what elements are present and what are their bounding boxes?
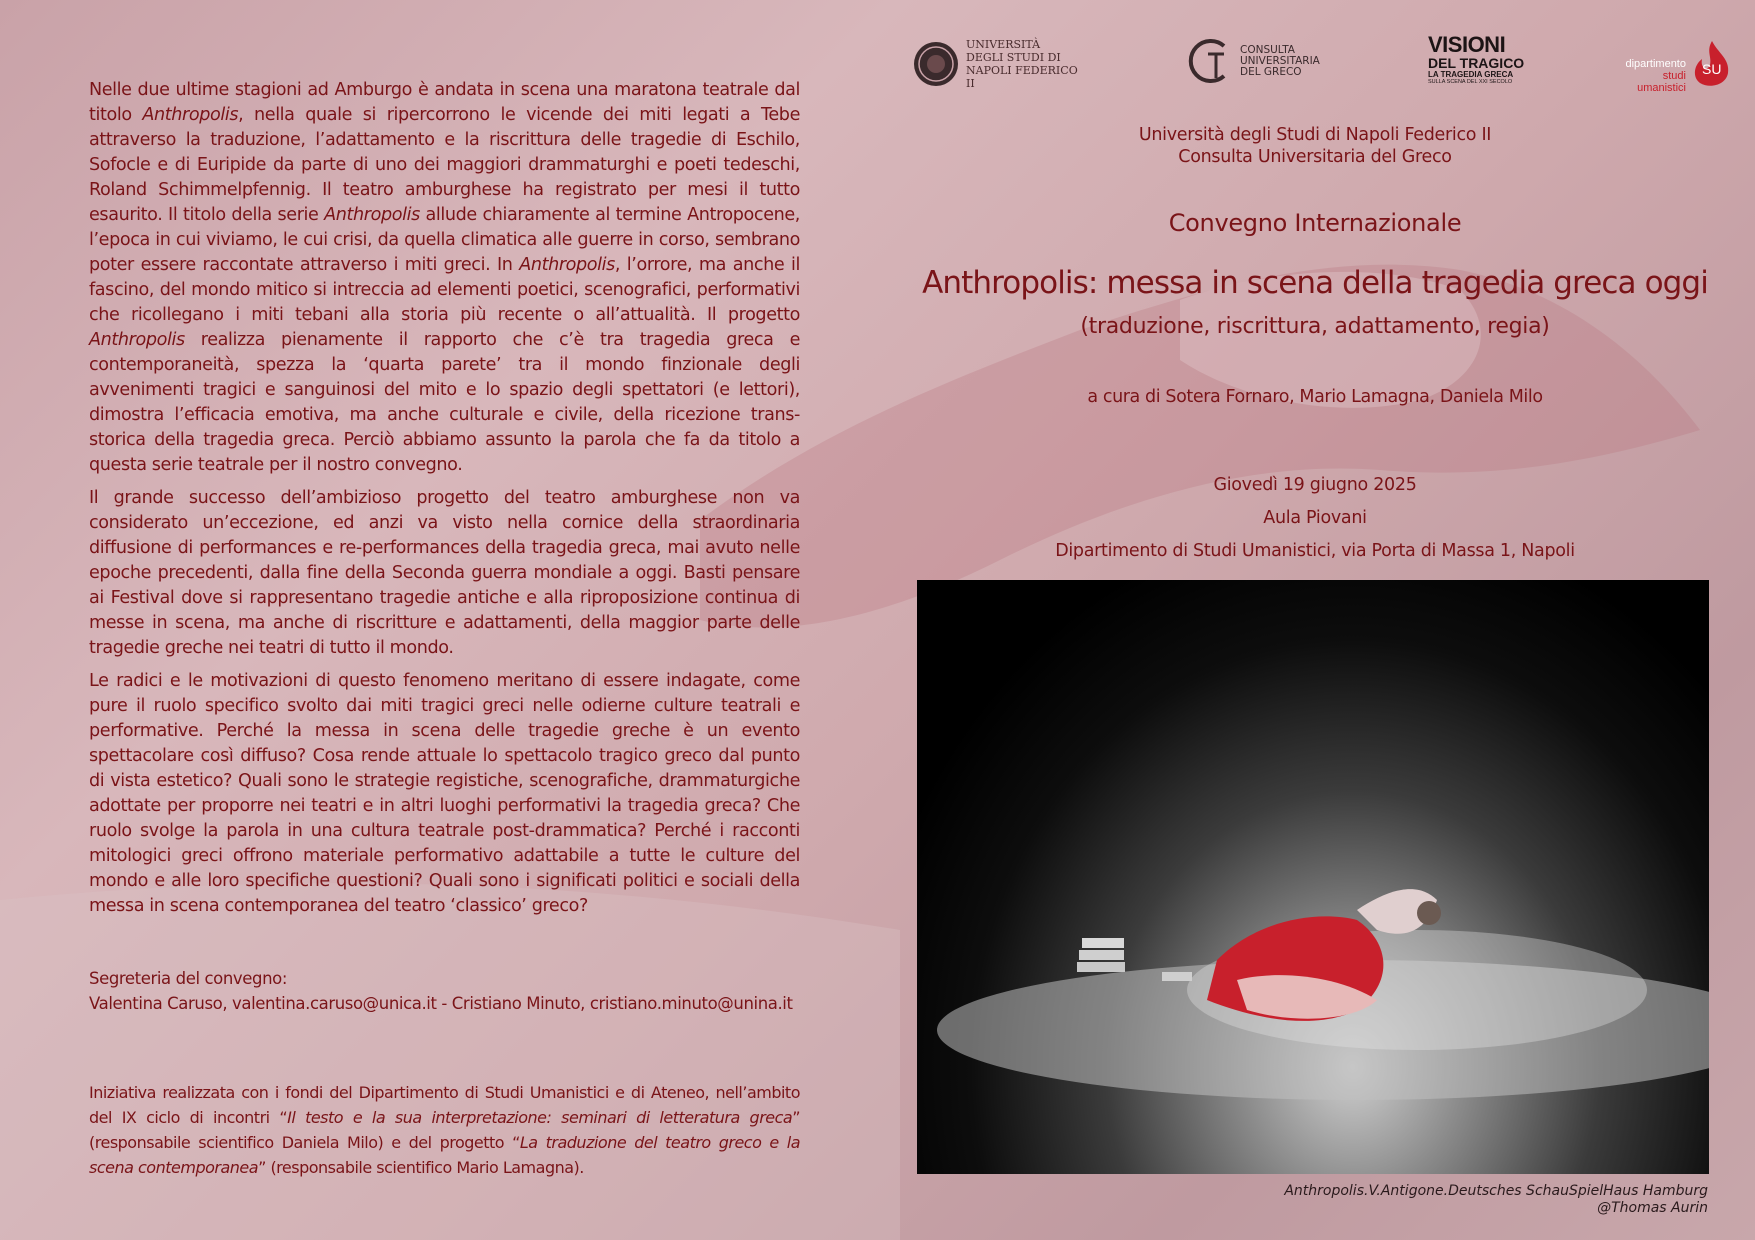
photo-caption-line-2: @Thomas Aurin — [1597, 1200, 1708, 1216]
paragraph-1-text-e: realizza pienamente il rapporto che c’è tra tragedia greca e contemporaneità, spezza la ‘quarta parete’ tra il mondo finzionale degli avvenimenti tragici e sanguinosi del mito e lo spazio degli spettatori (e lettori), dimostra l’efficacia emotiva, ma anche culturale e civile, della ricezione trans-storica della tragedia greca. Perciò abbiamo assunto la parola che fa da titolo a questa serie teatrale per il nostro convegno. — [89, 330, 800, 475]
visioni-title: VISIONI — [1428, 32, 1506, 57]
institution-line-1: Università degli Studi di Napoli Federico II — [1138, 125, 1492, 145]
paragraph-1-text-b: , nella quale si ripercorrono le vicende dei miti legati a Tebe attraverso la traduzione, l’adattamento e la riscrittura delle tragedie di Eschilo, Sofocle e di Euripide da parte di uno dei maggiori drammaturghi e poeti tedeschi, Roland Schimmelpfennig. Il teatro amburghese ha registrato per mesi il tutto esaurito. Il titolo della serie — [89, 105, 800, 225]
photo-caption — [1284, 1183, 1708, 1217]
funding-note-text-a: Iniziativa realizzata con i fondi del Dipartimento di Studi Umanistici e di Ateneo, nell’ambito del IX ciclo di incontri “ — [89, 1083, 800, 1127]
funding-note-cycle: Il testo e la sua interpretazione: seminari di letteratura greca — [287, 1108, 793, 1127]
logo-row — [912, 34, 1732, 94]
stage-photo — [917, 580, 1709, 1174]
institution-line-2: Consulta Universitaria del Greco — [1178, 147, 1452, 167]
unina-logo-text: UNIVERSITÀ DEGLI STUDI DI NAPOLI FEDERICO II — [966, 38, 1078, 90]
consulta-line-2: UNIVERSITARIA — [1240, 54, 1320, 67]
photo-caption-line-1: Anthropolis.V.Antigone.Deutsches SchauSpielHaus Hamburg — [1284, 1183, 1708, 1199]
body-text — [89, 78, 800, 927]
paragraph-1-text-c: allude chiaramente al termine Antropocene, l’epoca in cui viviamo, le cui crisi, da quella climatica alle guerre in corso, sembrano poter essere raccontate attraverso i miti greci. In — [89, 205, 800, 275]
unina-logo — [912, 38, 1078, 90]
su-mark-text: SU — [1702, 61, 1722, 77]
paragraph-3: Le radici e le motivazioni di questo fenomeno meritano di essere indagate, come pure il ruolo specifico svolto dai miti tragici greci nelle odierne culture teatrali e performative. Perché la messa in scena delle tragedie greche è un evento spettacolare così diffuso? Cosa rende attuale lo spettacolo tragico greco dal punto di vista estetico? Quali sono le strategie registiche, scenografiche, drammaturgiche adottate per proporre nei teatri e in altri luoghi performativi la tragedia greca? Che ruolo svolge la parola in una cultura teatrale post-drammatica? Perché i racconti mitologici greci offrono materiale performativo adattabile a tutte le culture del mondo e alle loro specifiche questioni? Quali sono i significati politici e sociali della messa in scena contemporanea del teatro ‘classico’ greco? — [89, 671, 800, 916]
consulta-mark-icon — [1184, 36, 1234, 86]
paragraph-1-title-4: Anthropolis — [89, 330, 185, 350]
su-flame-icon — [1690, 39, 1732, 89]
paragraph-1-title: Anthropolis — [142, 105, 239, 125]
paragraph-2: Il grande successo dell’ambizioso progetto del teatro amburghese non va considerato un’eccezione, ed anzi va visto nella cornice della straordinaria diffusione di performances e re-performances della tragedia greca, mai avuto nelle epoche precedenti, dalla fine della Seconda guerra mondiale a oggi. Basti pensare ai Festival dove si rappresentano tragedie antiche e alla riproposizione continua di messe in scena, ma anche di riscritture e adattamenti, della maggior parte delle tragedie greche nei teatri di tutto il mondo. — [89, 488, 800, 658]
secretary-label: Segreteria del convegno: — [89, 969, 287, 988]
event-date: Giovedì 19 giugno 2025 — [1213, 475, 1417, 495]
event-room: Aula Piovani — [1263, 508, 1367, 528]
visioni-tagline: LA TRAGEDIA GRECA — [1428, 70, 1514, 79]
consulta-line-1: CONSULTA — [1240, 43, 1295, 56]
event-title: Anthropolis: messa in scena della tragedia greca oggi — [922, 265, 1708, 301]
dipartimento-logo — [1612, 34, 1732, 94]
secretary-block — [89, 966, 800, 1016]
paragraph-1-title-3: Anthropolis — [519, 255, 615, 275]
paragraph-1-title-2: Anthropolis — [324, 205, 420, 225]
dipartimento-line-1: dipartimento — [1625, 58, 1686, 70]
paragraph-1 — [89, 78, 800, 478]
visioni-tagline-2: SULLA SCENA DEL XXI SECOLO — [1428, 79, 1513, 85]
consulta-line-3: DEL GRECO — [1240, 65, 1302, 78]
visioni-subtitle: DEL TRAGICO — [1428, 55, 1525, 71]
funding-note-text-b: ” (responsabile scientifico Daniela Milo) e del progetto “ — [89, 1108, 801, 1152]
paragraph-1-text-a: Nelle due ultime stagioni ad Amburgo è andata in scena una maratona teatrale dal titolo — [89, 80, 800, 125]
event-type: Convegno Internazionale — [1168, 209, 1462, 237]
secretary-contacts: Valentina Caruso, valentina.caruso@unica.it - Cristiano Minuto, cristiano.minuto@unina.it — [89, 994, 793, 1013]
consulta-logo — [1184, 36, 1320, 86]
visioni-logo — [1428, 34, 1524, 85]
dipartimento-line-2: studi umanistici — [1637, 70, 1686, 94]
paragraph-1-text-d: , l’orrore, ma anche il fascino, del mondo mitico si intreccia ad elementi poetici, scenografici, performativi che ricollegano i miti tebani alla storia più recente o all’attualità. Il progetto — [89, 255, 800, 325]
funding-note-project: La traduzione del teatro greco e la scena contemporanea — [89, 1133, 800, 1177]
event-venue: Dipartimento di Studi Umanistici, via Porta di Massa 1, Napoli — [1055, 541, 1575, 561]
funding-note-text-c: ” (responsabile scientifico Mario Lamagna). — [258, 1158, 584, 1177]
unina-seal-icon — [912, 40, 960, 88]
event-subtitle: (traduzione, riscrittura, adattamento, regia) — [1080, 314, 1550, 339]
curators: a cura di Sotera Fornaro, Mario Lamagna, Daniela Milo — [1087, 387, 1543, 407]
funding-note — [89, 1080, 800, 1180]
